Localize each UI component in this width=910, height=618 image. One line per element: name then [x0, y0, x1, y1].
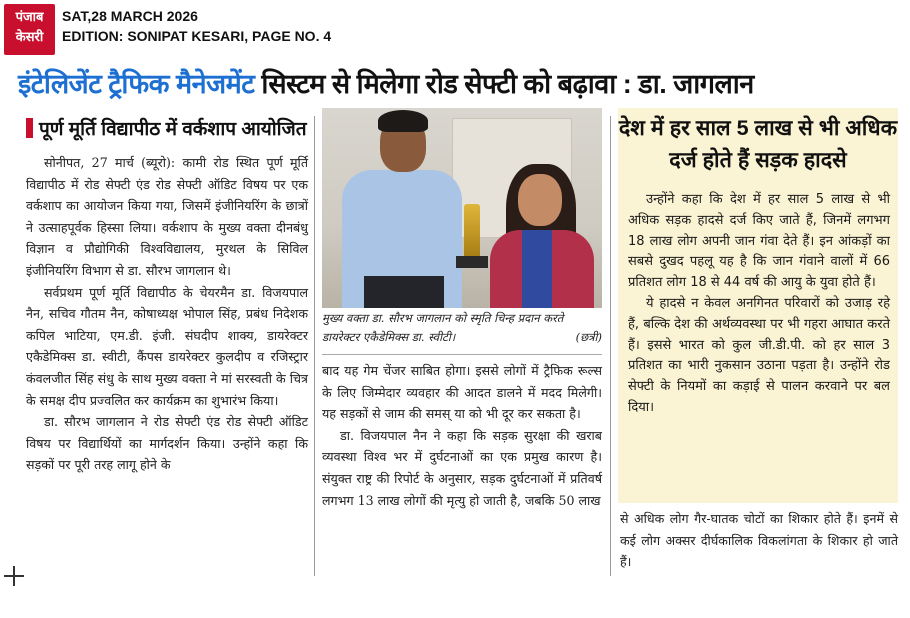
headline-part-2: सिस्टम से मिलेगा रोड सेफ्टी को बढ़ावा : डा. जागलान	[261, 69, 754, 99]
main-headline	[18, 64, 898, 106]
sub-headline-text: पूर्ण मूर्ति विद्यापीठ में वर्कशाप आयोजित	[39, 119, 307, 140]
article-column-1	[26, 152, 308, 476]
newspaper-logo	[4, 4, 55, 55]
photo-caption	[322, 309, 602, 355]
edition-info: EDITION: SONIPAT KESARI, PAGE NO. 4	[62, 28, 332, 44]
article-column-2	[322, 360, 602, 511]
headline-part-1: इंटेलिजेंट ट्रैफिक मैनेजमेंट	[18, 69, 255, 99]
trophy-icon	[464, 204, 480, 260]
column-divider	[610, 116, 611, 576]
highlight-box-text	[628, 190, 890, 419]
article-column-3-tail	[620, 508, 898, 573]
photo-caption-text: मुख्य वक्ता डा. सौरभ जागलान को स्मृति चिन्ह प्रदान करते डायरेक्टर एकैडेमिक्स डा. स्वीटी।	[322, 311, 564, 344]
subhead-marker	[26, 118, 33, 138]
column2-paragraph: बाद यह गेम चेंजर साबित होगा। इससे लोगों में ट्रैफिक रूल्स के लिए जिम्मेदार व्यवहार की आदत डालने में मदद मिलेगी। यह सड़कों से जाम की समस् या को भी दूर कर सकता है।	[322, 363, 602, 422]
issue-date: SAT,28 MARCH 2026	[62, 8, 198, 24]
column3-paragraph: से अधिक लोग गैर-घातक चोटों का शिकार होते हैं। इनमें से कई लोग अक्सर दीर्घकालिक विकलांगता के शिकार हो जाते हैं।	[620, 511, 898, 570]
logo-line-2: केसरी	[15, 30, 44, 45]
logo-line-1: पंजाब	[15, 10, 44, 25]
column-divider	[314, 116, 315, 576]
highlight-paragraph: उन्होंने कहा कि देश में हर साल 5 लाख से भी अधिक सड़क हादसे दर्ज किए जाते हैं, जिनमें लगभग 18 लाख लोग अपनी जान गंवा देते हैं। इन आंकड़ों का सबसे दुखद पहलू यह है कि जान गंवाने वालों में 66 प्रतिशत लोग 18 से 44 वर्ष की आयु के युवा होते हैं।	[628, 192, 890, 291]
masthead-meta	[62, 6, 331, 46]
crop-mark-icon	[4, 566, 24, 586]
column1-paragraph: सोनीपत, 27 मार्च (ब्यूरो): कामी रोड स्थित पूर्ण मूर्ति विद्यापीठ में रोड सेफ्टी एंड रोड सेफ्टी ऑडिट विषय पर एक वर्कशाप का आयोजन किया गया, जिसमें इंजीनियरिंग के छात्रों ने उत्साहपूर्वक हिस्सा लिया। वर्कशाप के मुख्य वक्ता दीनबंधु विज्ञान व प्रौद्योगिकी विश्वविद्यालय, मुरथल के सिविल इंजीनियरिंग विभाग से डा. सौरभ जागलान थे।	[26, 155, 308, 278]
event-photo	[322, 108, 602, 308]
highlight-box-title: देश में हर साल 5 लाख से भी अधिक दर्ज होते हैं सड़क हादसे	[618, 116, 898, 172]
highlight-paragraph: ये हादसे न केवल अनगिनत परिवारों को उजाड़ रहे हैं, बल्कि देश की अर्थव्यवस्था पर भी गहरा आघात करते हैं। इससे भारत को कुल जी.डी.पी. को हर साल 3 प्रतिशत का भारी नुकसान उठाना पड़ता है। उन्होंने रोड सेफ्टी के नियमों का कड़ाई से पालन करवाने पर बल दिया।	[628, 295, 890, 415]
column1-paragraph: सर्वप्रथम पूर्ण मूर्ति विद्यापीठ के चेयरमैन डा. विजयपाल नैन, सचिव गौतम नैन, कोषाध्यक्ष भोपाल सिंह, प्रबंध निदेशक कपिल भाटिया, एम.डी. इंजी. संघदीप शाक्य, डायरेक्टर एकैडेमिक्स डा. स्वीटी, कैंपस डायरेक्टर कुलदीप व रजिस्ट्रार कंवलजीत सिंह संधु के साथ मुख्य वक्ता ने मां सरस्वती के चित्र के समक्ष दीप प्रज्वलित कर कार्यक्रम का शुभारंभ किया।	[26, 284, 308, 408]
sub-headline	[26, 116, 316, 146]
column2-paragraph: डा. विजयपाल नैन ने कहा कि सड़क सुरक्षा की खराब व्यवस्था विश्व भर में दुर्घटनाओं का एक प्रमुख कारण है। संयुक्त राष्ट्र की रिपोर्ट के अनुसार, सड़क दुर्घटनाओं में प्रतिवर्ष लगभग 13 लाख लोगों की मृत्यु हो जाती है, जबकि 50 लाख	[322, 427, 602, 508]
photo-credit: (छत्री)	[575, 330, 602, 344]
column1-paragraph: डा. सौरभ जागलान ने रोड सेफ्टी एंड रोड सेफ्टी ऑडिट विषय पर विद्यार्थियों का मार्गदर्शन किया। उन्होंने कहा कि सड़कों पर पूरी तरह लागू होने के	[26, 414, 308, 473]
